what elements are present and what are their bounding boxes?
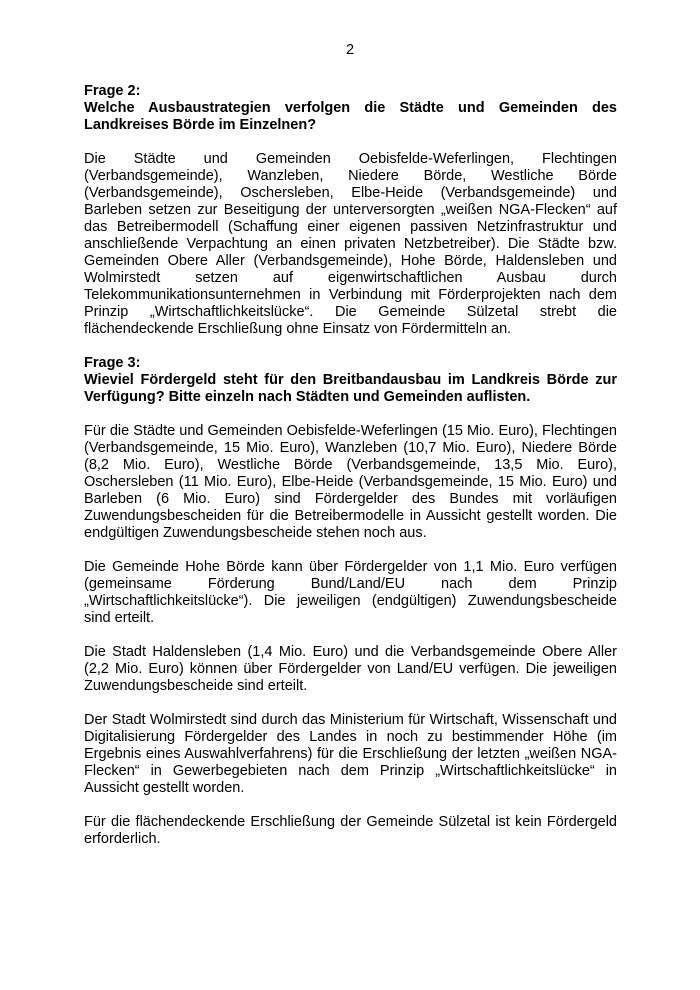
document-body [84, 83, 617, 848]
question-text: Welche Ausbaustrategien verfolgen die Städte und Gemeinden des Landkreises Börde im Einzelnen? [84, 100, 617, 133]
answer-paragraph: Die Städte und Gemeinden Oebisfelde-Weferlingen, Flechtingen (Verbandsgemeinde), Wanzleben, Niedere Börde, Westliche Börde (Verbandsgemeinde), Oschersleben, Elbe-Heide (Verbandsgemeinde) und Barleben setzen zur Beseitigung der unterversorgten „weißen NGA-Flecken“ auf das Betreibermodell (Schaffung einer eigenen passiven Netzinfrastruktur und anschließende Verpachtung an einen privaten Netzbetreiber). Die Städte bzw. Gemeinden Obere Aller (Verbandsgemeinde), Hohe Börde, Haldensleben und Wolmirstedt setzen auf eigenwirtschaftlichen Ausbau durch Telekommunikationsunternehmen in Verbindung mit Förderprojekten nach dem Prinzip „Wirtschaftlichkeitslücke“. Die Gemeinde Sülzetal strebt die flächendeckende Erschließung ohne Einsatz von Fördermitteln an. [84, 151, 617, 337]
answer-paragraph: Der Stadt Wolmirstedt sind durch das Ministerium für Wirtschaft, Wissenschaft und Digitalisierung Fördergelder des Landes in noch zu bestimmender Höhe (im Ergebnis eines Auswahlverfahrens) für die Erschließung der letzten „weißen NGA-Flecken“ in Gewerbegebieten nach dem Prinzip „Wirtschaftlichkeitslücke“ in Aussicht gestellt worden. [84, 712, 617, 796]
section-frage-2 [84, 83, 617, 338]
section-frage-3 [84, 355, 617, 848]
answer-paragraph: Die Stadt Haldensleben (1,4 Mio. Euro) und die Verbandsgemeinde Obere Aller (2,2 Mio. Euro) können über Fördergelder von Land/EU verfügen. Die jeweiligen Zuwendungsbescheide sind erteilt. [84, 644, 617, 694]
question-label: Frage 2: [84, 83, 141, 99]
answer-paragraph: Für die Städte und Gemeinden Oebisfelde-Weferlingen (15 Mio. Euro), Flechtingen (Verbandsgemeinde, 15 Mio. Euro), Wanzleben (10,7 Mio. Euro), Niedere Börde (8,2 Mio. Euro), Westliche Börde (Verbandsgemeinde, 13,5 Mio. Euro), Oschersleben (11 Mio. Euro), Elbe-Heide (Verbandsgemeinde, 15 Mio. Euro) und Barleben (6 Mio. Euro) sind Fördergelder des Bundes mit vorläufigen Zuwendungsbescheiden für die Betreibermodelle in Aussicht gestellt worden. Die endgültigen Zuwendungsbescheide stehen noch aus. [84, 423, 617, 541]
question-label: Frage 3: [84, 355, 141, 371]
page-number: 2 [345, 42, 355, 58]
question-text: Wieviel Fördergeld steht für den Breitbandausbau im Landkreis Börde zur Verfügung? Bitte einzeln nach Städten und Gemeinden auflisten. [84, 372, 617, 405]
answer-paragraph: Die Gemeinde Hohe Börde kann über Fördergelder von 1,1 Mio. Euro verfügen (gemeinsame Förderung Bund/Land/EU nach dem Prinzip „Wirtschaftlichkeitslücke“). Die jeweiligen (endgültigen) Zuwendungsbescheide sind erteilt. [84, 559, 617, 626]
answer-paragraph: Für die flächendeckende Erschließung der Gemeinde Sülzetal ist kein Fördergeld erforderlich. [84, 814, 617, 847]
